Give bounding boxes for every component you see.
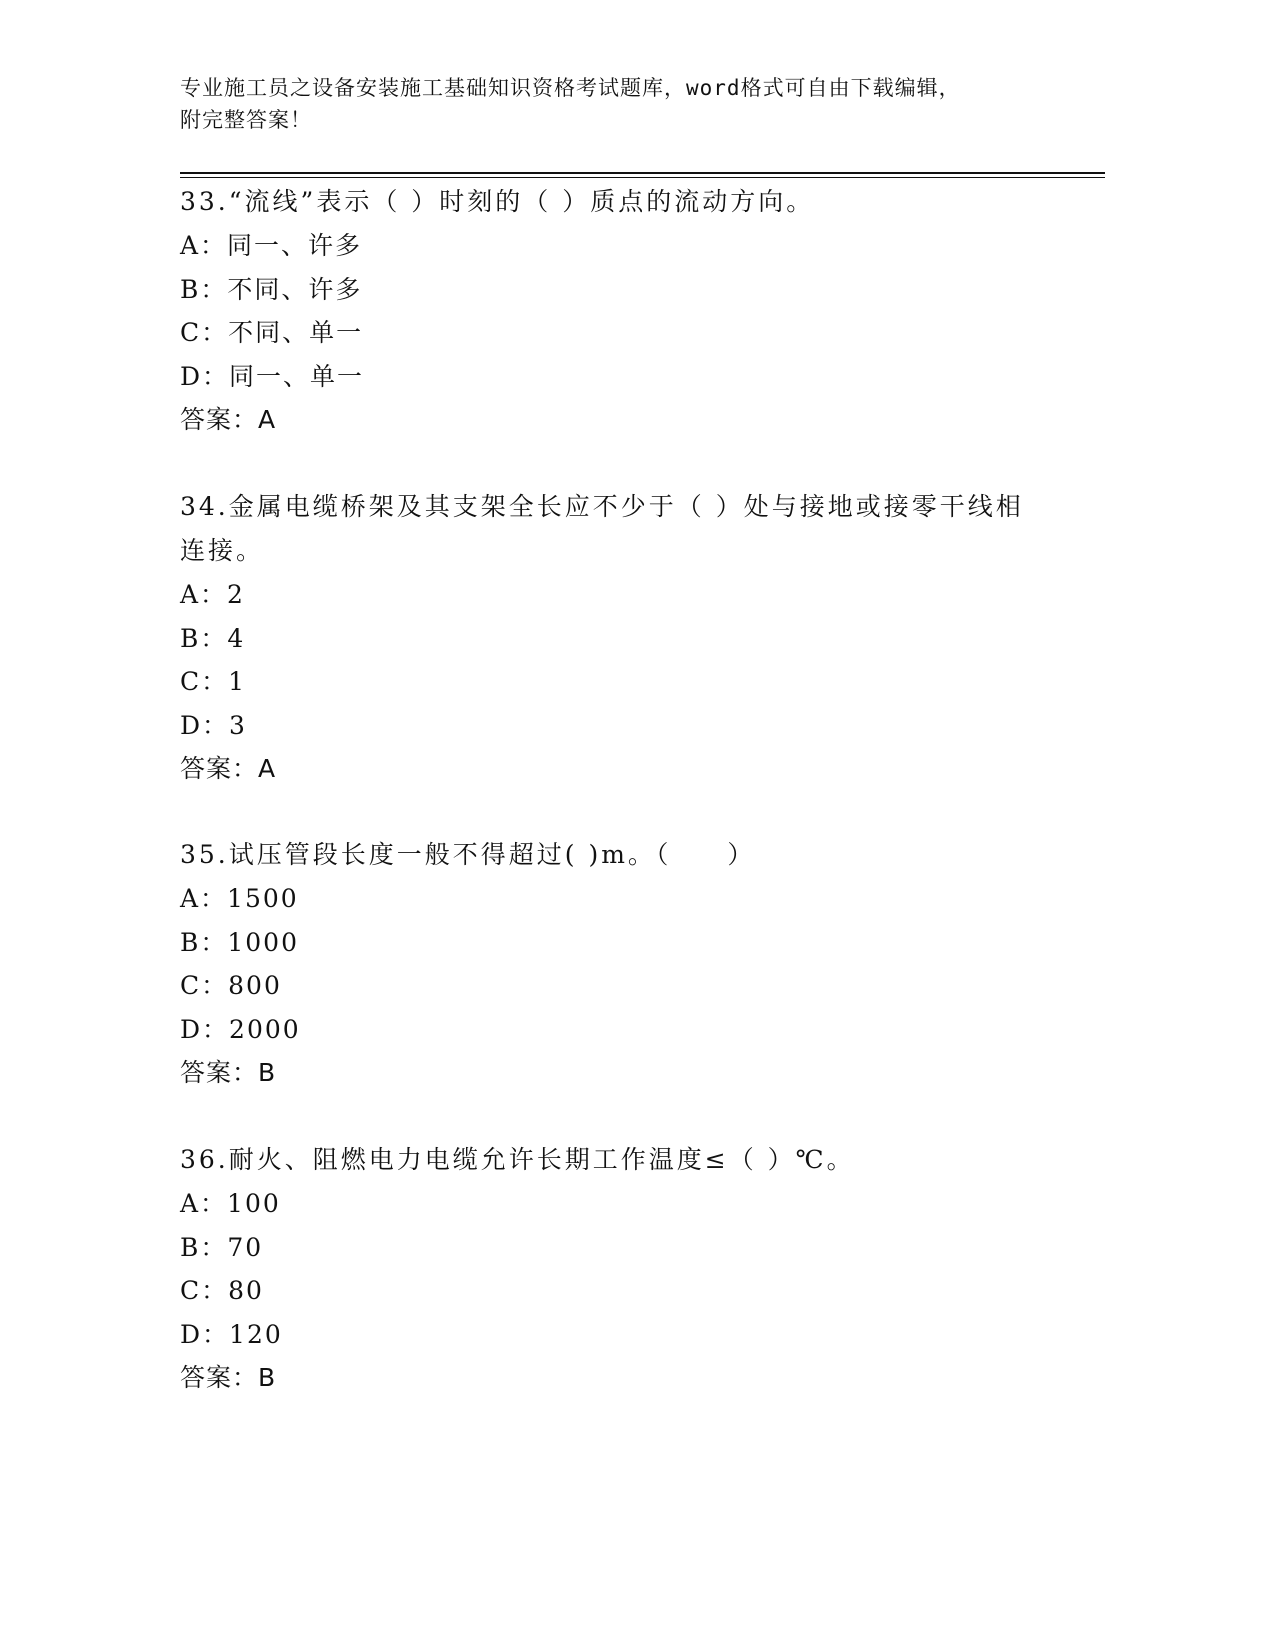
- option-c: C：不同、单一: [180, 318, 364, 347]
- option-d: D：同一、单一: [180, 361, 365, 391]
- answer-label: 答案：B: [180, 1058, 277, 1087]
- header-line-1: 专业施工员之设备安装施工基础知识资格考试题库，word格式可自由下载编辑，: [180, 76, 961, 100]
- question-stem-line-2: 连接。: [180, 536, 265, 565]
- option-a: A：1500: [180, 884, 299, 913]
- option-a: A：同一、许多: [180, 231, 363, 260]
- header-line-2: 附完整答案！: [180, 108, 312, 132]
- question-stem: 35.试压管段长度一般不得超过( )m。（ ）: [180, 840, 756, 869]
- question-34: [180, 485, 1060, 791]
- question-stem-line-1: 34.金属电缆桥架及其支架全长应不少于（ ）处与接地或接零干线相: [180, 492, 1024, 521]
- answer-label: 答案：A: [180, 405, 277, 434]
- question-stem: 33.“流线”表示（ ）时刻的（ ）质点的流动方向。: [180, 187, 815, 216]
- option-c: C：80: [180, 1276, 264, 1305]
- option-d: D：2000: [180, 1014, 301, 1044]
- answer-label: 答案：A: [180, 754, 277, 783]
- option-b: B：70: [180, 1232, 264, 1262]
- document-header: [180, 72, 1040, 136]
- option-c: C：1: [180, 667, 247, 696]
- option-a: A：100: [180, 1189, 281, 1218]
- option-c: C：800: [180, 971, 282, 1000]
- option-d: D：120: [180, 1319, 283, 1349]
- option-b: B：不同、许多: [180, 274, 363, 304]
- question-stem: 36.耐火、阻燃电力电缆允许长期工作温度≤（ ）℃。: [180, 1145, 855, 1174]
- option-a: A：2: [180, 580, 245, 609]
- header-divider-thick: [180, 172, 1105, 174]
- option-d: D：3: [180, 710, 247, 740]
- question-36: [180, 1138, 1060, 1400]
- question-33: [180, 180, 1060, 442]
- question-35: [180, 833, 1060, 1095]
- option-b: B：4: [180, 623, 246, 653]
- answer-label: 答案：B: [180, 1363, 277, 1392]
- header-divider-thin: [180, 177, 1105, 178]
- option-b: B：1000: [180, 927, 299, 957]
